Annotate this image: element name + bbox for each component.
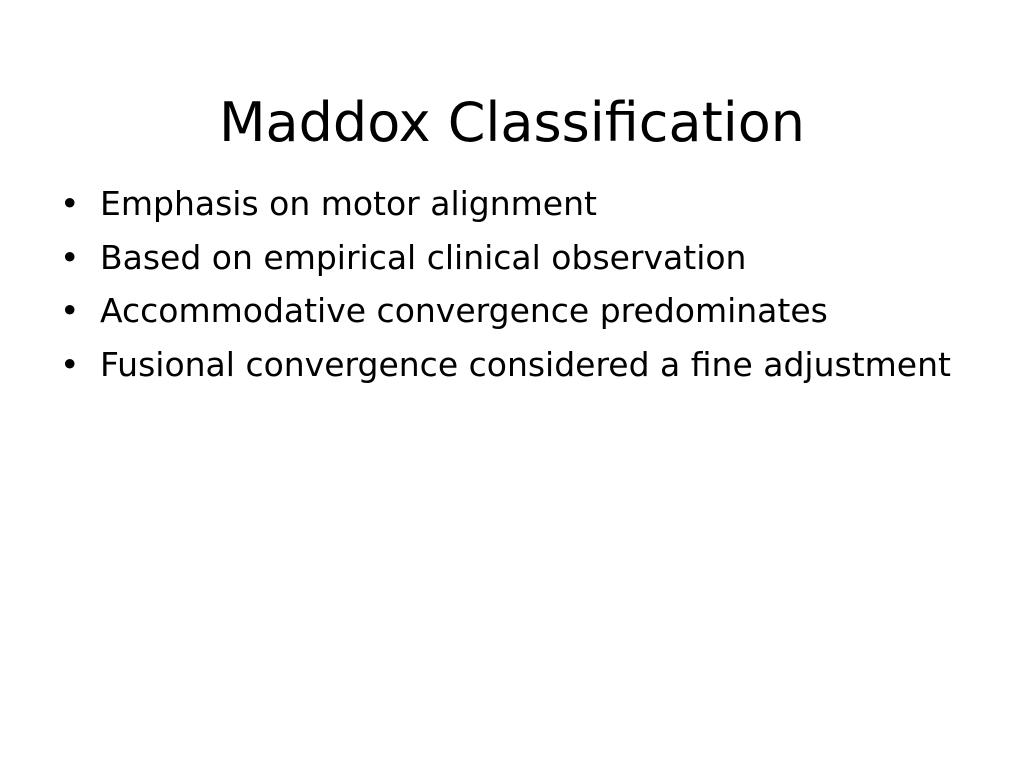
- bullet-icon: •: [60, 237, 80, 277]
- list-item: [52, 236, 952, 280]
- list-item: [52, 343, 952, 387]
- list-item-label: Based on empirical clinical observation: [100, 237, 747, 277]
- list-item: [52, 182, 952, 226]
- list-item-label: Accommodative convergence predominates: [100, 291, 828, 331]
- bullet-icon: •: [60, 184, 80, 223]
- list-item: [52, 289, 952, 333]
- list-item-label: Emphasis on motor alignment: [100, 184, 597, 223]
- bullet-icon: •: [60, 291, 80, 331]
- bullet-icon: •: [60, 344, 80, 384]
- page-title: Maddox Classification: [218, 91, 806, 155]
- list-item-label: Fusional convergence considered a fine adjustment: [100, 344, 951, 384]
- bullet-list: [52, 182, 952, 396]
